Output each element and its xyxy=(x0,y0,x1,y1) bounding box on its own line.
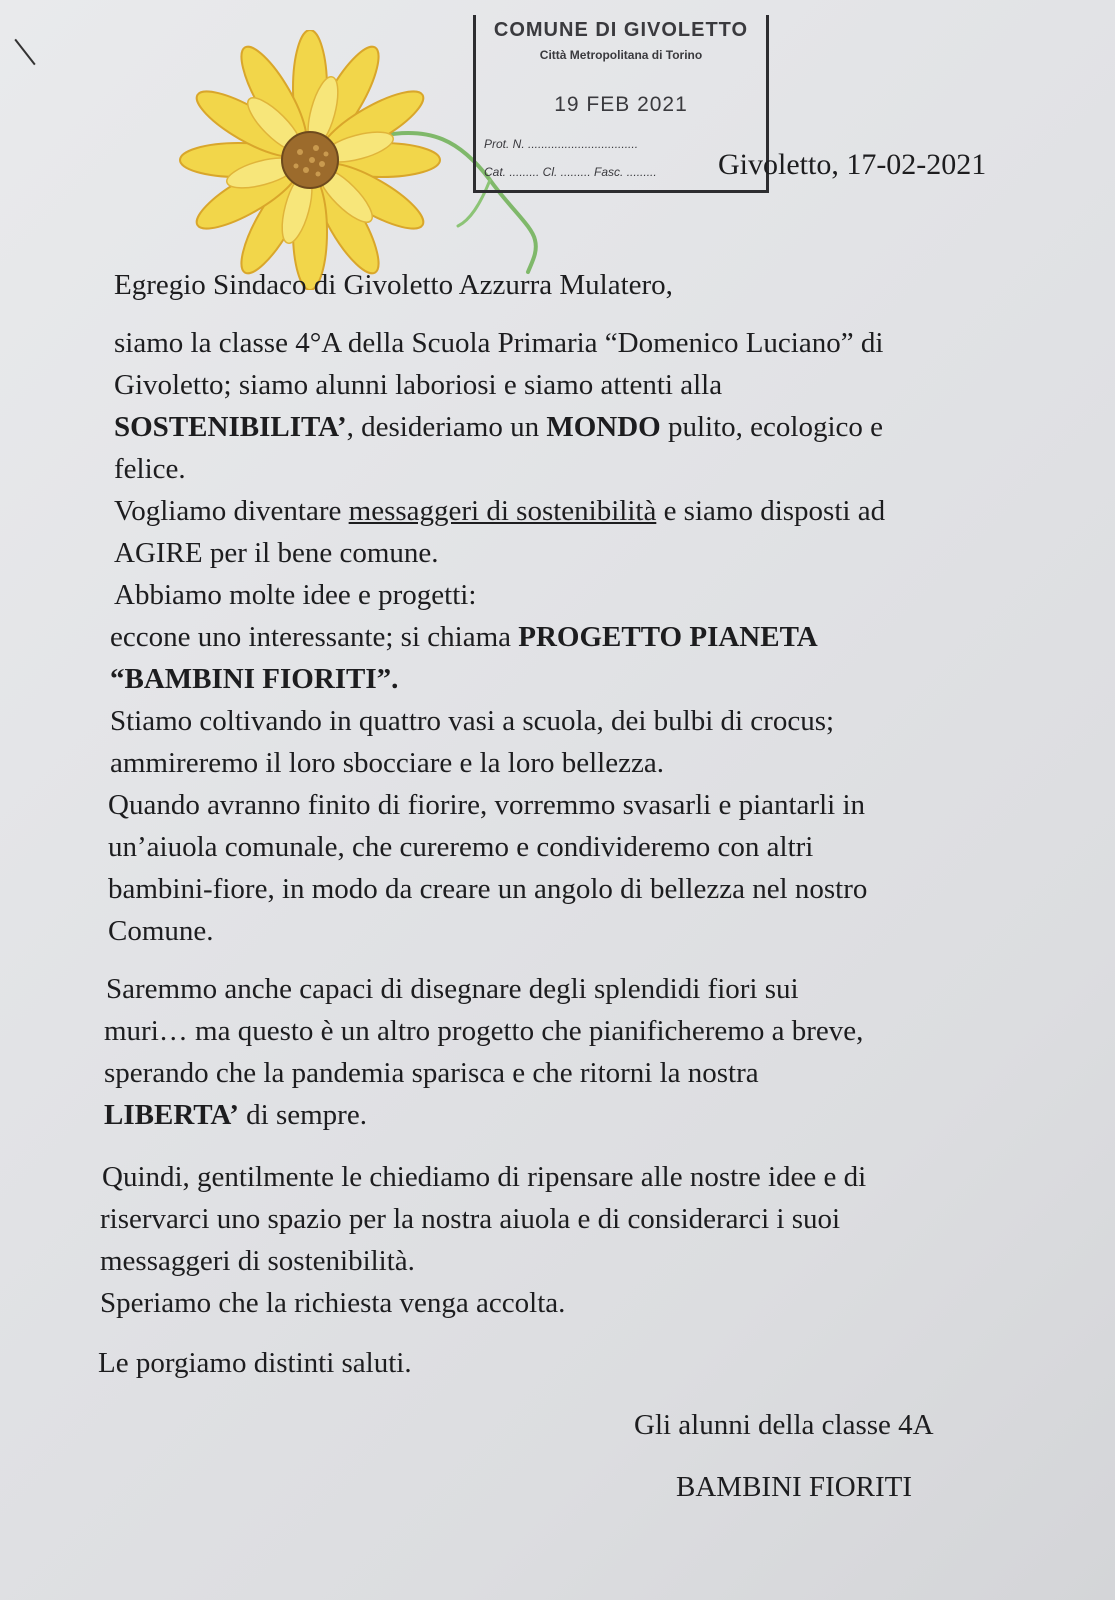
sostenibilita-bold: SOSTENIBILITA’ xyxy=(114,411,347,443)
closing: Le porgiamo distinti saluti. xyxy=(98,1347,412,1379)
signature-line: BAMBINI FIORITI xyxy=(676,1471,913,1503)
stamp-title: COMUNE DI GIVOLETTO xyxy=(493,19,749,41)
stamp-subtitle: Città Metropolitana di Torino xyxy=(539,48,703,62)
paragraph-line: Saremmo anche capaci di disegnare degli splendidi fiori sui xyxy=(106,973,799,1005)
underlined-text: messaggeri di sostenibilità xyxy=(348,495,657,527)
stamp-cat-line: Cat. ......... Cl. ......... Fasc. ......... xyxy=(484,165,657,179)
paragraph-line: Comune. xyxy=(108,915,214,947)
paragraph-line xyxy=(110,662,398,696)
project-name-bold: PROGETTO PIANETA xyxy=(518,621,818,653)
text-fragment: , desideriamo un xyxy=(346,411,547,443)
text-fragment: Vogliamo diventare xyxy=(114,495,349,527)
paragraph-line xyxy=(114,410,883,444)
paragraph-line: AGIRE per il bene comune. xyxy=(114,537,439,569)
signature-line: Gli alunni della classe 4A xyxy=(634,1409,934,1441)
paragraph-line: muri… ma questo è un altro progetto che pianificheremo a breve, xyxy=(104,1015,864,1047)
paragraph-line: bambini-fiore, in modo da creare un angolo di bellezza nel nostro xyxy=(108,873,868,905)
stamp-date: 19 FEB 2021 xyxy=(554,93,688,116)
project-name-bold: “BAMBINI FIORITI”. xyxy=(110,663,399,695)
letter-date: Givoletto, 17-02-2021 xyxy=(718,148,987,181)
text-fragment: e siamo disposti ad xyxy=(656,495,886,527)
paragraph-line: siamo la classe 4°A della Scuola Primaria “Domenico Luciano” di xyxy=(114,327,884,359)
paragraph-line: Quindi, gentilmente le chiediamo di ripensare alle nostre idee e di xyxy=(102,1161,867,1193)
paragraph-line: Abbiamo molte idee e progetti: xyxy=(114,579,477,611)
paragraph-line: riservarci uno spazio per la nostra aiuola e di considerarci i suoi xyxy=(100,1203,841,1235)
paragraph-line xyxy=(104,1098,367,1132)
stamp-prot-line: Prot. N. ................................. xyxy=(484,137,639,151)
paragraph-line: messaggeri di sostenibilità. xyxy=(100,1245,415,1277)
text-fragment: pulito, ecologico e xyxy=(660,411,884,443)
paragraph-line: Stiamo coltivando in quattro vasi a scuola, dei bulbi di crocus; xyxy=(110,705,835,737)
paragraph-line: felice. xyxy=(114,453,186,485)
paragraph-line: ammireremo il loro sbocciare e la loro bellezza. xyxy=(110,747,664,779)
salutation: Egregio Sindaco di Givoletto Azzurra Mulatero, xyxy=(114,269,673,301)
paragraph-line: un’aiuola comunale, che cureremo e condivideremo con altri xyxy=(108,831,814,863)
paragraph-line xyxy=(114,494,885,528)
text-fragment: eccone uno interessante; si chiama xyxy=(110,621,519,653)
pen-mark xyxy=(14,39,35,65)
mondo-bold: MONDO xyxy=(546,411,661,443)
paragraph-line: sperando che la pandemia sparisca e che ritorni la nostra xyxy=(104,1057,759,1089)
paragraph-line xyxy=(110,620,818,654)
paragraph-line: Speriamo che la richiesta venga accolta. xyxy=(100,1287,566,1319)
liberta-bold: LIBERTA’ xyxy=(104,1099,239,1131)
text-fragment: di sempre. xyxy=(238,1099,367,1131)
paragraph-line: Givoletto; siamo alunni laboriosi e siamo attenti alla xyxy=(114,369,723,401)
paragraph-line: Quando avranno finito di fiorire, vorremmo svasarli e piantarli in xyxy=(108,789,866,821)
